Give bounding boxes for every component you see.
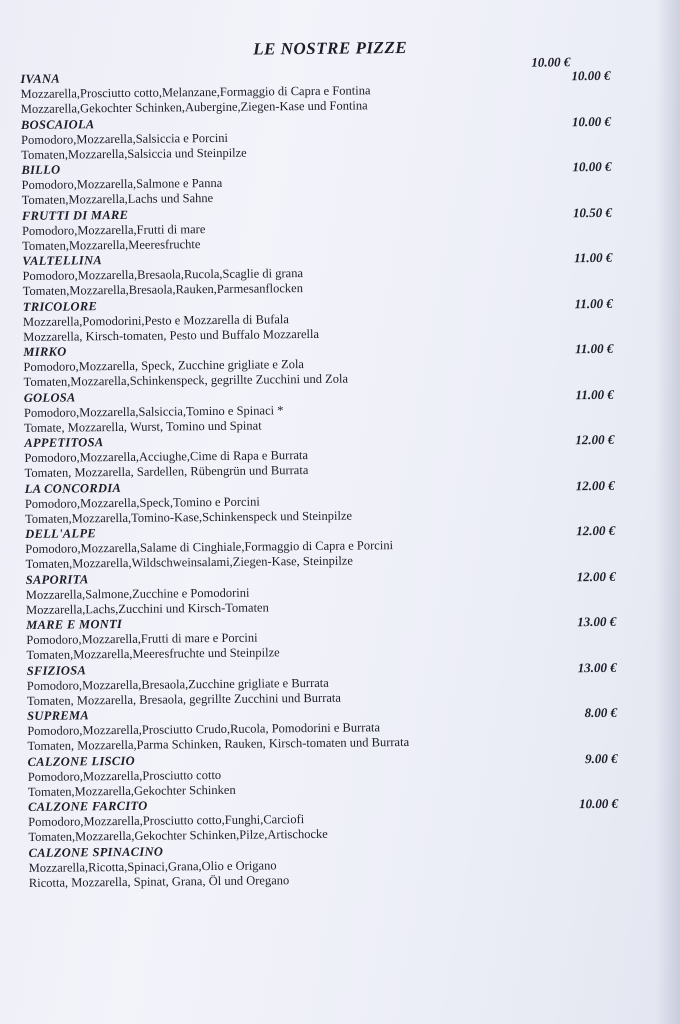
item-name: MARE E MONTI (26, 616, 123, 632)
item-description-italian: Pomodoro,Mozzarella,Bresaola,Zucchine grigliate e Burrata (26, 675, 329, 693)
menu-item (27, 702, 647, 754)
item-price: 10.00 € (579, 795, 619, 812)
page-shadow-edge (656, 0, 680, 1024)
item-description-german: Ricotta, Mozzarella, Spinat, Grana, Öl und Oregano (28, 872, 290, 890)
menu-item (21, 157, 641, 209)
menu-item (27, 657, 647, 709)
menu-item (22, 202, 642, 254)
menu-item (24, 429, 644, 481)
item-description-italian: Pomodoro,Mozzarella,Salsiccia,Tomino e Spinaci * (23, 402, 284, 420)
item-description-german: Tomaten,Mozzarella,Lachs und Sahne (21, 190, 214, 207)
item-name: DELL'ALPE (25, 526, 97, 541)
item-name: APPETITOSA (24, 435, 104, 450)
item-description-german: Tomaten,Mozzarella,Gekochter Schinken (27, 782, 236, 799)
item-name: LA CONCORDIA (24, 480, 122, 496)
item-description-italian: Pomodoro,Mozzarella,Salsiccia e Porcini (21, 130, 229, 147)
item-description-german: Tomaten,Mozzarella,Wildschweinsalami,Ziegen-Kase, Steinpilze (25, 553, 353, 571)
item-name: IVANA (20, 71, 61, 86)
menu-content (20, 28, 649, 891)
item-name: MIRKO (23, 344, 67, 359)
item-price: 12.00 € (576, 522, 616, 539)
item-description-italian: Pomodoro,Mozzarella,Speck,Tomino e Porcini (24, 494, 260, 511)
menu-item (23, 293, 643, 345)
item-description-italian: Pomodoro,Mozzarella,Bresaola,Rucola,Scaglie di grana (22, 266, 304, 283)
item-name: CALZONE LISCIO (27, 753, 136, 769)
menu-item (21, 111, 641, 163)
item-description-german: Tomaten,Mozzarella,Meeresfruchte und Steinpilze (26, 645, 280, 662)
menu-item (23, 338, 643, 390)
item-name: BOSCAIOLA (20, 116, 95, 132)
menu-title: LE NOSTRE PIZZE (253, 37, 408, 59)
menu-item (22, 247, 642, 299)
item-description-german: Mozzarella, Kirsch-tomaten, Pesto und Buffalo Mozzarella (23, 326, 320, 344)
item-description-german: Tomaten,Mozzarella,Tomino-Kase,Schinkenspeck und Steinpilze (25, 508, 353, 526)
item-name: SFIZIOSA (26, 662, 87, 678)
item-description-italian: Mozzarella,Prosciutto cotto,Melanzane,Formaggio di Capra e Fontina (20, 83, 371, 101)
item-description-german: Tomaten, Mozzarella,Parma Schinken, Rauken, Kirsch-tomaten und Burrata (27, 734, 410, 753)
menu-item (28, 839, 648, 891)
item-description-german: Tomate, Mozzarella, Wurst, Tomino und Spinat (24, 417, 262, 435)
header-price: 10.00 € (531, 54, 571, 70)
item-description-german: Mozzarella,Gekochter Schinken,Aubergine,Ziegen-Kase und Fontina (20, 98, 368, 116)
menu-item (28, 793, 648, 845)
item-description-german: Tomaten,Mozzarella,Gekochter Schinken,Pilze,Artischocke (28, 826, 328, 844)
item-description-italian: Pomodoro,Mozzarella,Prosciutto cotto (27, 767, 222, 784)
item-description-german: Tomaten, Mozzarella, Sardellen, Rübengrün und Burrata (24, 463, 309, 480)
item-price: 12.00 € (576, 568, 616, 584)
item-price: 12.00 € (575, 477, 615, 493)
item-description-italian: Pomodoro,Mozzarella,Salmone e Panna (21, 175, 223, 192)
item-description-italian: Pomodoro,Mozzarella,Salame di Cinghiale,Formaggio di Capra e Porcini (25, 538, 394, 556)
item-price: 11.00 € (573, 249, 613, 266)
item-price: 9.00 € (585, 750, 618, 766)
item-description-italian: Pomodoro,Mozzarella,Prosciutto Crudo,Rucola, Pomodorini e Burrata (27, 720, 381, 738)
menu-item (28, 748, 648, 800)
menu-item (24, 384, 644, 436)
menu-item (25, 520, 645, 572)
item-description-german: Tomaten,Mozzarella,Bresaola,Rauken,Parmesanflocken (22, 281, 304, 298)
item-description-italian: Pomodoro,Mozzarella,Frutti di mare (21, 221, 206, 238)
item-price: 10.00 € (572, 158, 612, 175)
item-name: SAPORITA (25, 571, 89, 587)
item-description-german: Tomaten, Mozzarella, Bresaola, gegrillte Zucchini und Burrata (26, 690, 341, 708)
item-description-italian: Mozzarella,Pomodorini,Pesto e Mozzarella di Bufala (22, 311, 289, 329)
item-name: VALTELLINA (22, 253, 103, 268)
item-description-german: Mozzarella,Lachs,Zucchini und Kirsch-Tomaten (25, 599, 269, 617)
item-description-italian: Mozzarella,Ricotta,Spinaci,Grana,Olio e Origano (28, 857, 277, 875)
item-price: 10.00 € (571, 113, 612, 129)
item-price: 13.00 € (577, 613, 617, 630)
menu-item (26, 611, 646, 663)
item-name: TRICOLORE (22, 298, 98, 314)
item-price: 11.00 € (574, 340, 614, 357)
pizza-list (20, 66, 649, 891)
item-description-german: Tomaten,Mozzarella,Meeresfruchte (22, 236, 201, 253)
item-name: GOLOSA (23, 389, 76, 405)
item-description-italian: Pomodoro,Mozzarella,Frutti di mare e Porcini (26, 630, 258, 647)
item-description-german: Tomaten,Mozzarella,Schinkenspeck, gegrillte Zucchini und Zola (23, 371, 349, 389)
item-price: 10.00 € (571, 67, 611, 84)
item-name: FRUTTI DI MARE (21, 207, 129, 223)
menu-item (20, 66, 640, 118)
item-name: SUPREMA (27, 708, 90, 723)
menu-item (26, 566, 646, 618)
menu-item (25, 475, 645, 527)
item-name: BILLO (21, 162, 61, 177)
item-price: 11.00 € (574, 295, 613, 311)
item-price: 12.00 € (575, 431, 615, 448)
item-description-italian: Pomodoro,Mozzarella,Acciughe,Cime di Rapa e Burrata (24, 448, 309, 465)
item-price: 13.00 € (577, 659, 617, 675)
item-price: 10.50 € (572, 204, 612, 220)
item-price: 11.00 € (575, 386, 614, 402)
item-description-italian: Mozzarella,Salmone,Zucchine e Pomodorini (25, 585, 250, 602)
item-name: CALZONE SPINACINO (28, 844, 164, 860)
item-description-italian: Pomodoro,Mozzarella,Prosciutto cotto,Funghi,Carciofi (28, 812, 305, 829)
item-description-german: Tomaten,Mozzarella,Salsiccia und Steinpilze (21, 145, 247, 162)
item-price: 8.00 € (584, 704, 618, 721)
item-name: CALZONE FARCITO (28, 798, 148, 814)
item-description-italian: Pomodoro,Mozzarella, Speck, Zucchine grigliate e Zola (23, 357, 305, 374)
